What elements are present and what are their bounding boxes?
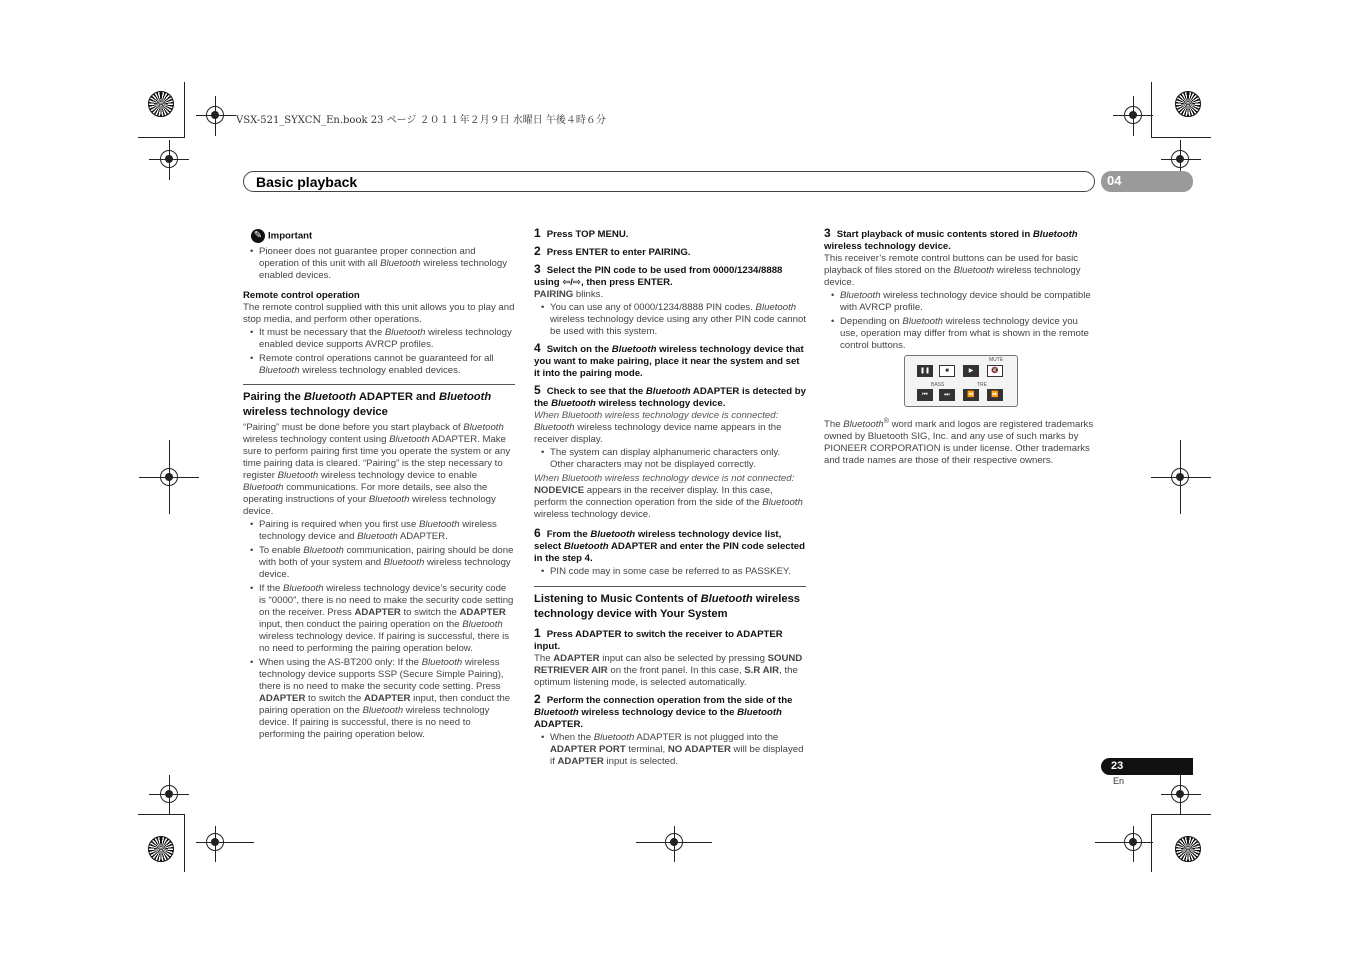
list-item: • To enable Bluetooth communication, pairing should be done with both of your system and Bluetooth wireless technology device. (243, 545, 515, 581)
listen-step-1: 1 Press ADAPTER to switch the receiver to ADAPTER input. (534, 626, 783, 652)
crop-mark (1151, 137, 1211, 138)
registration-target-icon (148, 836, 174, 862)
registration-mark-icon (1171, 785, 1189, 803)
mute-button-icon: 🔇 (987, 365, 1003, 377)
page-number: 23 (1111, 760, 1124, 772)
registration-target-icon (1175, 836, 1201, 862)
chapter-number: 04 (1107, 173, 1122, 188)
registration-mark-icon (160, 468, 178, 486)
column-3 (824, 223, 1096, 354)
listening-section-heading: Listening to Music Contents of Bluetooth wireless technology device with Your System (534, 586, 806, 622)
bass-label: BASS (931, 382, 945, 388)
playback-body: This receiver’s remote control buttons can be used for basic playback of files stored on the Bluetooth wireless technology device. (824, 253, 1081, 288)
list-item: • PIN code may in some case be referred to as PASSKEY. (534, 566, 806, 578)
list-item: • Depending on Bluetooth wireless technology device you use, operation may differ from what is shown in the remote control buttons. (824, 316, 1096, 352)
treble-label: TRE (977, 382, 987, 388)
stop-button-icon: ■ (939, 365, 955, 377)
step-5-note-not-connected: When Bluetooth wireless technology device is not connected: (534, 473, 795, 484)
crop-mark (138, 814, 185, 815)
remote-control-illustration (904, 355, 1018, 407)
page-title: Basic playback (256, 174, 358, 190)
listen-step-1-body: The ADAPTER input can also be selected by pressing SOUND RETRIEVER AIR on the front panel. In this case, S.R AIR, the optimum listening mode, is selected automatically. (534, 653, 803, 688)
fast-forward-button-icon: ⏩ (987, 389, 1003, 401)
crop-mark (184, 82, 185, 138)
print-file-header: VSX-521_SYXCN_En.book 23 ページ ２０１１年２月９日 水曜日 午後４時６分 (236, 115, 606, 126)
important-icon: ✎ (251, 229, 265, 243)
crop-mark (184, 814, 185, 872)
crosshair-mark (196, 842, 254, 843)
pairing-section-heading: Pairing the Bluetooth ADAPTER and Bluetooth wireless technology device (243, 384, 515, 420)
crop-mark (1151, 82, 1152, 138)
registration-mark-icon (665, 833, 683, 851)
step-3: 3 Select the PIN code to be used from 0000/1234/8888 using ⇦/⇨, then press ENTER. (534, 262, 783, 288)
crop-mark (1151, 814, 1152, 872)
language-label: En (1113, 776, 1125, 786)
pause-button-icon: ❚❚ (917, 365, 933, 377)
step-5-body-connected: Bluetooth wireless technology device name appears in the receiver display. (534, 422, 782, 445)
registration-mark-icon (1124, 833, 1142, 851)
registration-mark-icon (206, 833, 224, 851)
list-item: • Pairing is required when you first use Bluetooth wireless technology device and Bluetooth ADAPTER. (243, 519, 515, 543)
step-5: 5 Check to see that the Bluetooth ADAPTER is detected by the Bluetooth wireless technology device. (534, 383, 806, 409)
list-item: • You can use any of 0000/1234/8888 PIN codes. Bluetooth wireless technology device using any other PIN code cannot be used with this system. (534, 302, 806, 338)
list-item: • When the Bluetooth ADAPTER is not plugged into the ADAPTER PORT terminal, NO ADAPTER will be displayed if ADAPTER input is selected. (534, 732, 806, 768)
remote-control-heading: Remote control operation (243, 290, 360, 301)
list-item: • When using the AS-BT200 only: If the Bluetooth wireless technology device supports SSP (Secure Simple Pairing), there is no need to make the security code setting. Press ADAPTER to switch the ADAPTER input, then conduct the pairing operation on the Bluetooth wireless technology device. If pairing is successful, there is no need to performing the pairing operation below. (243, 657, 515, 741)
step-6: 6 From the Bluetooth wireless technology device list, select Bluetooth ADAPTER and enter the PIN code selected in the step 4. (534, 526, 806, 564)
step-4: 4 Switch on the Bluetooth wireless technology device that you want to make pairing, place it near the system and set it into the pairing mode. (534, 341, 804, 379)
registration-mark-icon (1171, 468, 1189, 486)
pairing-body: “Pairing” must be done before you start playback of Bluetooth wireless technology content using Bluetooth ADAPTER. Make sure to perform pairing first time you operate the system or any time pairing data is cleared. “Pairing” is the step necessary to register Bluetooth wireless technology device to enable Bluetooth communications. For more details, see also the operating instructions of your Bluetooth wireless technology device. (243, 422, 511, 517)
list-item: • Remote control operations cannot be guaranteed for all Bluetooth wireless technology enabled devices. (243, 353, 515, 377)
step-5-body-not-connected: NODEVICE appears in the receiver display. In this case, perform the connection operation from the side of the Bluetooth wireless technology device. (534, 485, 803, 520)
step-1: 1 Press TOP MENU. (534, 226, 629, 240)
important-bullet: • Pioneer does not guarantee proper connection and operation of this unit with all Bluetooth wireless technology enabled devices. (243, 246, 515, 282)
column-2 (534, 223, 806, 770)
step-3-playback: 3 Start playback of music contents stored in Bluetooth wireless technology device. (824, 226, 1078, 252)
important-label: Important (268, 230, 313, 242)
remote-control-body: The remote control supplied with this unit allows you to play and stop media, and perform other operations. (243, 302, 515, 325)
step-5-note-connected: When Bluetooth wireless technology device is connected: (534, 410, 779, 421)
mute-label: MUTE (989, 357, 1004, 363)
registration-mark-icon (160, 785, 178, 803)
step-2: 2 Press ENTER to enter PAIRING. (534, 244, 691, 258)
previous-track-button-icon: ⏮ (917, 389, 933, 401)
important-note-heading (251, 229, 515, 243)
crop-mark (1151, 814, 1211, 815)
rewind-button-icon: ⏪ (963, 389, 979, 401)
step-3-body: PAIRING blinks. (534, 289, 604, 300)
play-button-icon: ▶ (963, 365, 979, 377)
list-item: • Bluetooth wireless technology device should be compatible with AVRCP profile. (824, 290, 1096, 314)
section-title-bar (243, 171, 1095, 192)
page-number-badge (1101, 758, 1193, 775)
next-track-button-icon: ⏭ (939, 389, 955, 401)
registration-target-icon (1175, 91, 1201, 117)
crop-mark (138, 137, 185, 138)
list-item: • If the Bluetooth wireless technology device’s security code is “0000”, there is no need to make the security code setting on the receiver. Press ADAPTER to switch the ADAPTER input, then conduct the pairing operation on the Bluetooth wireless technology device. If pairing is successful, there is no need to performing the pairing operation below. (243, 583, 515, 655)
list-item: • It must be necessary that the Bluetooth wireless technology enabled device supports AVRCP profiles. (243, 327, 515, 351)
column-1 (243, 229, 515, 743)
registration-target-icon (148, 91, 174, 117)
list-item: • The system can display alphanumeric characters only. Other characters may not be displayed correctly. (534, 447, 806, 471)
registration-mark-icon (1171, 150, 1189, 168)
registration-mark-icon (160, 150, 178, 168)
trademark-notice: The Bluetooth® word mark and logos are registered trademarks owned by Bluetooth SIG, Inc. and any use of such marks by PIONEER CORPORATION is under license. Other trademarks and trade names are those of their respective owners. (824, 418, 1094, 467)
registration-mark-icon (206, 106, 224, 124)
chapter-badge (1101, 171, 1193, 192)
registration-mark-icon (1124, 106, 1142, 124)
listen-step-2: 2 Perform the connection operation from the side of the Bluetooth wireless technology device to the Bluetooth ADAPTER. (534, 692, 793, 730)
